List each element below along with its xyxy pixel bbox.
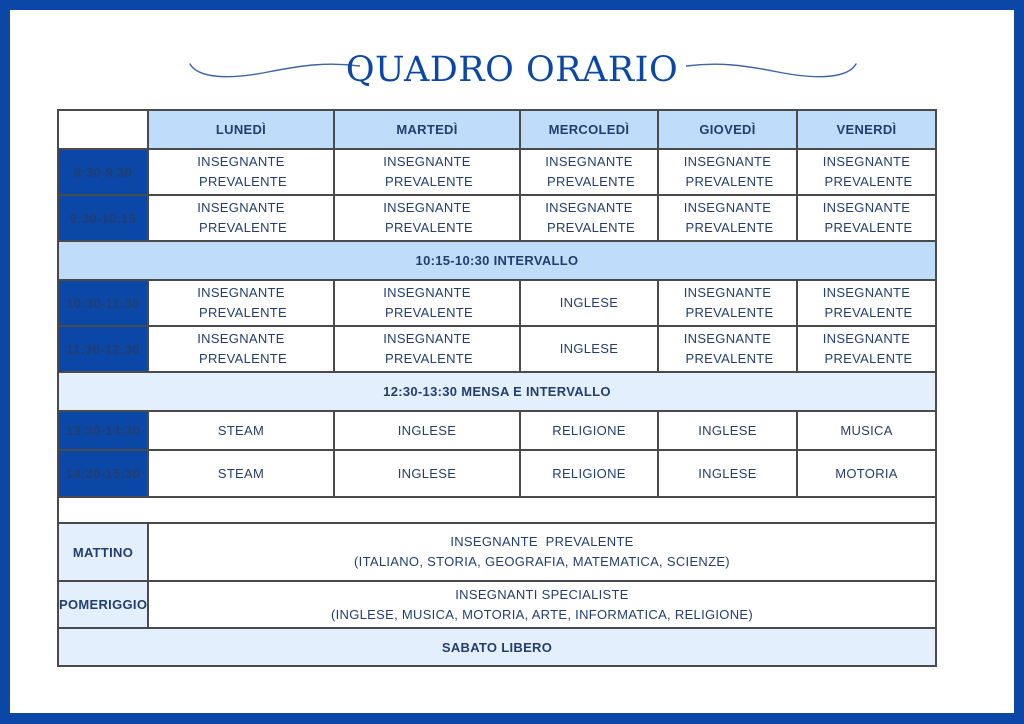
lesson-line: INSEGNANTE [683,331,772,346]
lesson-line: INSEGNANTE [197,285,285,300]
mattino-teacher: INSEGNANTE PREVALENTE [450,534,634,549]
lesson-line: INSEGNANTE [822,285,911,300]
legend-row-pomeriggio [58,581,936,628]
lesson-line: PREVALENTE [384,220,473,235]
lesson-cell [148,195,334,241]
timetable [57,109,937,667]
pomeriggio-description [148,581,936,628]
mattino-label: MATTINO [58,523,148,581]
time-slot: 14:30-15:30 [58,450,148,497]
lesson-line: INGLESE [559,295,619,310]
lesson-line: PREVALENTE [198,351,287,366]
day-header-martedi: MARTEDÌ [334,110,520,149]
page-title: QUADRO ORARIO [345,50,679,90]
lesson-cell [658,280,797,326]
time-slot: 11:30-12:30 [58,326,148,372]
lesson-line: INSEGNANTE [683,285,772,300]
lesson-line: INSEGNANTE [383,154,471,169]
time-slot: 13:30-14:30 [58,411,148,450]
table-row [58,195,936,241]
lesson-line: PREVALENTE [384,305,473,320]
table-row [58,326,936,372]
lesson-cell [334,149,520,195]
lesson-cell [797,195,936,241]
lesson-cell: STEAM [148,450,334,497]
break-row [58,241,936,280]
day-header-lunedi: LUNEDÌ [148,110,334,149]
lesson-line: INSEGNANTE [197,154,285,169]
spacer-row [58,497,936,523]
lesson-cell [334,280,520,326]
lesson-line: PREVALENTE [384,351,473,366]
day-header-mercoledi: MERCOLEDÌ [520,110,658,149]
timetable-page [10,10,1014,713]
lesson-line: INSEGNANTE [383,200,471,215]
lesson-cell [334,195,520,241]
lesson-line: PREVALENTE [384,174,473,189]
blank-cell [58,497,936,523]
lesson-line: INSEGNANTE [383,285,471,300]
lesson-cell: RELIGIONE [520,450,658,497]
lesson-line: INSEGNANTE [822,331,911,346]
table-row [58,280,936,326]
lesson-cell [148,326,334,372]
lesson-line: INSEGNANTE [545,200,633,215]
lesson-line: INSEGNANTE [545,154,633,169]
lesson-cell [658,326,797,372]
time-slot: 9:30-10:15 [58,195,148,241]
lesson-cell [334,326,520,372]
lesson-cell [520,195,658,241]
lesson-cell [797,326,936,372]
morning-break: 10:15-10:30 INTERVALLO [58,241,936,280]
lesson-cell: STEAM [148,411,334,450]
lesson-cell [148,149,334,195]
break-row [58,372,936,411]
table-row [58,450,936,497]
lesson-line: PREVALENTE [198,305,287,320]
lesson-cell [658,195,797,241]
time-slot: 8:30-9.30 [58,149,148,195]
table-row [58,411,936,450]
lesson-cell [520,326,658,372]
lesson-line: PREVALENTE [546,220,635,235]
title-banner [10,48,1014,98]
pomeriggio-subjects: (INGLESE, MUSICA, MOTORIA, ARTE, INFORMATICA, RELIGIONE) [330,606,754,622]
lesson-line: INSEGNANTE [683,200,772,215]
lesson-line: PREVALENTE [685,305,774,320]
lesson-line: PREVALENTE [824,174,913,189]
lesson-cell: INGLESE [334,450,520,497]
lesson-cell: MUSICA [797,411,936,450]
lesson-cell [148,280,334,326]
lesson-cell: INGLESE [658,411,797,450]
pomeriggio-label: POMERIGGIO [58,581,148,628]
lesson-line: INSEGNANTE [197,331,285,346]
lesson-cell [520,280,658,326]
legend-row-mattino [58,523,936,581]
lesson-line: PREVALENTE [824,351,913,366]
lesson-cell [520,149,658,195]
day-header-giovedi: GIOVEDÌ [658,110,797,149]
lesson-line: INGLESE [559,341,619,356]
lesson-line: INSEGNANTE [683,154,772,169]
lesson-line: INSEGNANTE [822,200,911,215]
header-row [58,110,936,149]
mattino-subjects: (ITALIANO, STORIA, GEOGRAFIA, MATEMATICA, SCIENZE) [354,554,730,569]
lesson-line: PREVALENTE [824,220,913,235]
lesson-cell [797,280,936,326]
right-swirl-decoration [686,60,858,82]
lesson-line: PREVALENTE [685,174,774,189]
lesson-line: INSEGNANTE [383,331,471,346]
legend-row-sabato [58,628,936,666]
corner-cell [58,110,148,149]
lesson-line: PREVALENTE [685,351,774,366]
lesson-line: INSEGNANTE [822,154,911,169]
lesson-cell: RELIGIONE [520,411,658,450]
lesson-line: PREVALENTE [685,220,774,235]
pomeriggio-teachers: INSEGNANTI SPECIALISTE [455,586,629,602]
lesson-cell [658,149,797,195]
time-slot: 10:30-11:30 [58,280,148,326]
lesson-line: PREVALENTE [198,174,287,189]
lesson-line: PREVALENTE [198,220,287,235]
lesson-line: PREVALENTE [546,174,635,189]
lesson-cell [797,149,936,195]
lesson-line: INSEGNANTE [197,200,285,215]
sabato-libero: SABATO LIBERO [58,628,936,666]
day-header-venerdi: VENERDÌ [797,110,936,149]
mattino-description [148,523,936,581]
table-row [58,149,936,195]
lesson-cell: INGLESE [658,450,797,497]
lesson-cell: INGLESE [334,411,520,450]
lesson-cell: MOTORIA [797,450,936,497]
lesson-line: PREVALENTE [824,305,913,320]
lunch-break: 12:30-13:30 MENSA E INTERVALLO [58,372,936,411]
